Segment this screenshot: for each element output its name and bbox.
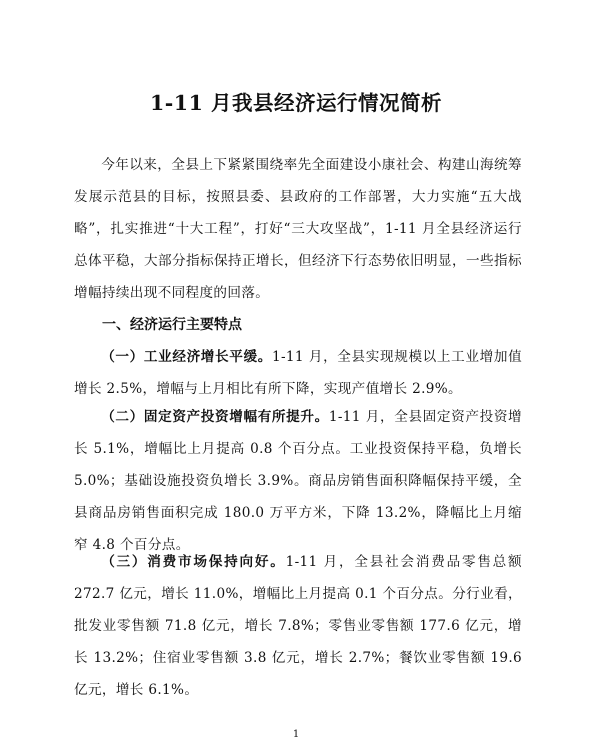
item-paragraph-1 xyxy=(74,341,522,405)
item-heading-3: （三）消费市场保持向好。 xyxy=(101,554,286,570)
item-body-1: 1-11 月，全县实现规模以上工业增加值增长 2.5%，增幅与上月相比有所下降，实现产值增长 2.9%。 xyxy=(74,349,523,397)
item-body-2: 1-11 月，全县固定资产投资增长 5.1%，增幅比上月提高 0.8 个百分点。工业投资保持平稳，负增长 5.0%；基础设施投资负增长 3.9%。商品房销售面积降幅保持平缓，全县商品房销售面积完成 180.0 万平方米，下降 13.2%，降幅比上月缩窄 4.8 个百分点。 xyxy=(74,409,522,553)
item-heading-2: （二）固定资产投资增幅有所提升。 xyxy=(101,409,329,425)
item-heading-1: （一）工业经济增长平缓。 xyxy=(101,349,272,365)
document-title: 1-11 月我县经济运行情况简析 xyxy=(150,91,442,115)
page-number: 1 xyxy=(292,729,300,740)
intro-paragraph: 今年以来，全县上下紧紧围绕率先全面建设小康社会、构建山海统筹发展示范县的目标，按照县委、县政府的工作部署，大力实施“五大战略”，扎实推进“十大工程”，打好“三大攻坚战”，1-11 月全县经济运行总体平稳，大部分指标保持正增长，但经济下行态势依旧明显，一些指标增幅持续出现不同程度的回落。 xyxy=(74,157,522,301)
item-body-3: 1-11 月，全县社会消费品零售总额 272.7 亿元，增长 11.0%，增幅比上月提高 0.1 个百分点。分行业看，批发业零售额 71.8 亿元，增长 7.8%；零售业零售额 177.6 亿元，增长 13.2%；住宿业零售额 3.8 亿元，增长 2.7%；餐饮业零售额 19.6 亿元，增长 6.1%。 xyxy=(74,554,522,698)
section-heading: 一、经济运行主要特点 xyxy=(102,317,242,333)
item-paragraph-3 xyxy=(74,546,522,706)
item-paragraph-2 xyxy=(74,401,522,561)
